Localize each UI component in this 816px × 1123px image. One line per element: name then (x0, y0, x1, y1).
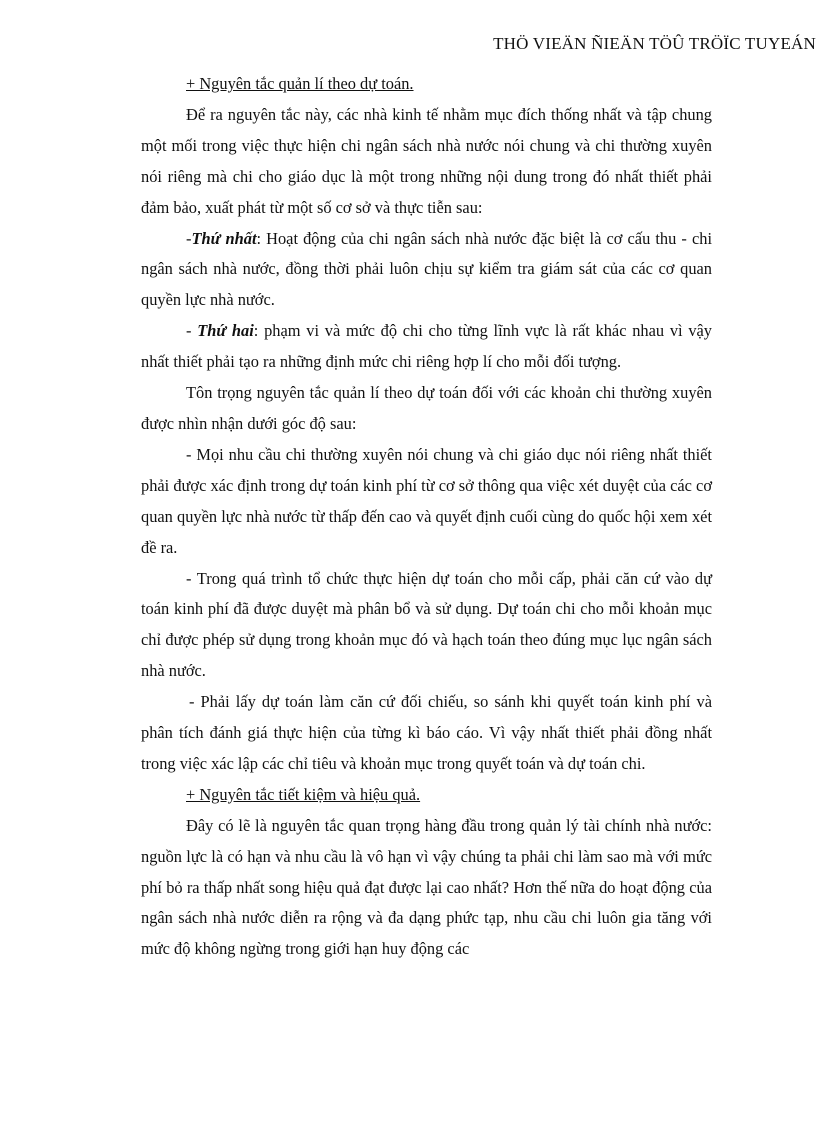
point-label: Thứ hai (197, 321, 254, 341)
page-body (141, 69, 712, 965)
bullet-prefix: - (186, 321, 198, 341)
paragraph: - Trong quá trình tổ chức thực hiện dự toán cho mỗi cấp, phải căn cứ vào dự toán kinh phí đã được duyệt mà phân bổ và sử dụng. Dự toán chi cho mỗi khoản mục chỉ được phép sử dụng trong khoản mục đó và hạch toán theo đúng mục lục ngân sách nhà nước. (141, 568, 712, 681)
section-heading-text: + Nguyên tắc tiết kiệm và hiệu quả. (186, 784, 421, 804)
paragraph: Để ra nguyên tắc này, các nhà kinh tế nhằm mục đích thống nhất và tập chung một mối trong việc thực hiện chi ngân sách nhà nước nói chung và chi thường xuyên nói riêng mà chi cho giáo dục là một trong những nội dung trong đó nhất thiết phải đảm bảo, xuất phát từ một số cơ sở và thực tiễn sau: (141, 104, 712, 217)
point-text: : Hoạt động của chi ngân sách nhà nước đặc biệt là cơ cấu thu - chi ngân sách nhà nước, đồng thời phải luôn chịu sự kiểm tra giám sát của các cơ quan quyền lực nhà nước. (141, 228, 712, 310)
section-heading (141, 69, 712, 100)
section-heading (141, 780, 712, 811)
paragraph: Đây có lẽ là nguyên tắc quan trọng hàng đầu trong quản lý tài chính nhà nước: nguồn lực là có hạn và nhu cầu là vô hạn vì vậy chúng ta phải chi làm sao mà với mức phí bỏ ra thấp nhất song hiệu quả đạt được lại cao nhất? Hơn thế nữa do hoạt động của ngân sách nhà nước diễn ra rộng và đa dạng phức tạp, nhu cầu chi luôn gia tăng với mức độ không ngừng trong giới hạn huy động các (141, 815, 712, 959)
bullet-prefix: - (186, 228, 192, 248)
paragraph: - Mọi nhu cầu chi thường xuyên nói chung và chi giáo dục nói riêng nhất thiết phải được xác định trong dự toán kinh phí từ cơ sở thông qua việc xét duyệt của các cơ quan quyền lực nhà nước từ thấp đến cao và quyết định cuối cùng do quốc hội xem xét đề ra. (141, 444, 712, 557)
page-header: THÖ VIEÄN ÑIEÄN TÖÛ TRÖÏC TUYEÁN (493, 34, 816, 53)
paragraph: Tôn trọng nguyên tắc quản lí theo dự toán đối với các khoản chi thường xuyên được nhìn nhận dưới góc độ sau: (141, 383, 712, 433)
point-text: : phạm vi và mức độ chi cho từng lĩnh vực là rất khác nhau vì vậy nhất thiết phải tạo ra những định mức chi riêng hợp lí cho mỗi đối tượng. (141, 321, 712, 372)
paragraph: - Phải lấy dự toán làm căn cứ đối chiếu, so sánh khi quyết toán kinh phí và phân tích đánh giá thực hiện của từng kì báo cáo. Vì vậy nhất thiết phải đồng nhất trong việc xác lập các chỉ tiêu và khoản mục trong quyết toán và dự toán chi. (141, 692, 712, 773)
section-heading-text: + Nguyên tắc quản lí theo dự toán. (186, 74, 414, 93)
paragraph-first-point (141, 224, 712, 317)
point-label: Thứ nhất (191, 228, 257, 248)
paragraph-second-point (141, 316, 712, 378)
